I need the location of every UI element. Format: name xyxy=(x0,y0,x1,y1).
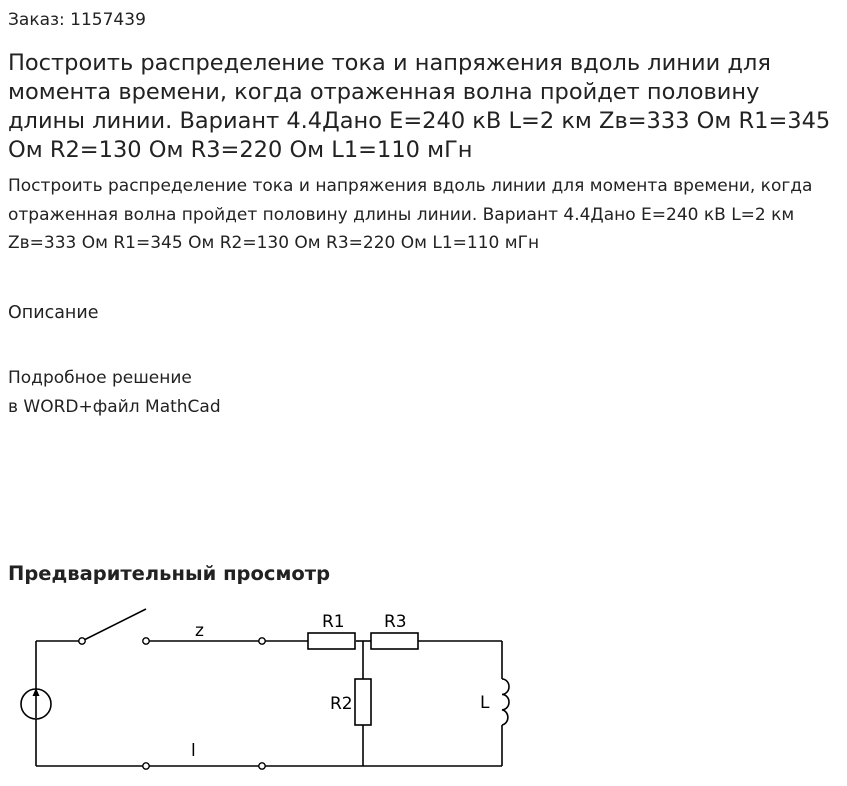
switch-blade xyxy=(84,609,146,640)
inductor-l xyxy=(502,679,509,725)
label-r3: R3 xyxy=(384,612,407,632)
description-text: Построить распределение тока и напряжения вдоль линии для момента времени, когда отраженная волна пройдет половину длины линии. Вариант 4.4Дано E=240 кВ L=2 км Zв=333 Ом R1=345 Ом R2=130 Ом R3=220 Ом L1=110 мГн xyxy=(8,176,813,253)
order-number: Заказ: 1157439 xyxy=(8,10,146,30)
label-r1: R1 xyxy=(322,612,345,632)
resistor-r2 xyxy=(355,679,371,725)
solution-info xyxy=(8,364,221,422)
resistor-r3 xyxy=(371,633,418,649)
solution-line-2: в WORD+файл MathCad xyxy=(8,397,221,417)
description-section-label: Описание xyxy=(8,303,99,323)
line-terminal-bottom-right xyxy=(259,763,265,769)
page-title: Построить распределение тока и напряжения вдоль линии для момента времени, когда отраженная волна пройдет половину длины линии. Вариант 4.4Дано E=240 кВ L=2 км Zв=333 Ом R1=345 Ом R2=130 Ом R3=220 Ом L1=110 мГн xyxy=(8,50,831,163)
resistor-r1 xyxy=(308,633,355,649)
circuit-diagram xyxy=(0,600,540,780)
solution-line-1: Подробное решение xyxy=(8,368,192,388)
switch-terminal-right xyxy=(143,638,149,644)
line-terminal-top-right xyxy=(259,638,265,644)
label-z: z xyxy=(195,621,204,641)
line-terminal-bottom-left xyxy=(143,763,149,769)
label-r2: R2 xyxy=(330,694,353,714)
preview-heading: Предварительный просмотр xyxy=(8,562,331,585)
label-line-length: l xyxy=(191,741,196,761)
label-l: L xyxy=(480,693,490,713)
switch-terminal-left xyxy=(79,638,85,644)
